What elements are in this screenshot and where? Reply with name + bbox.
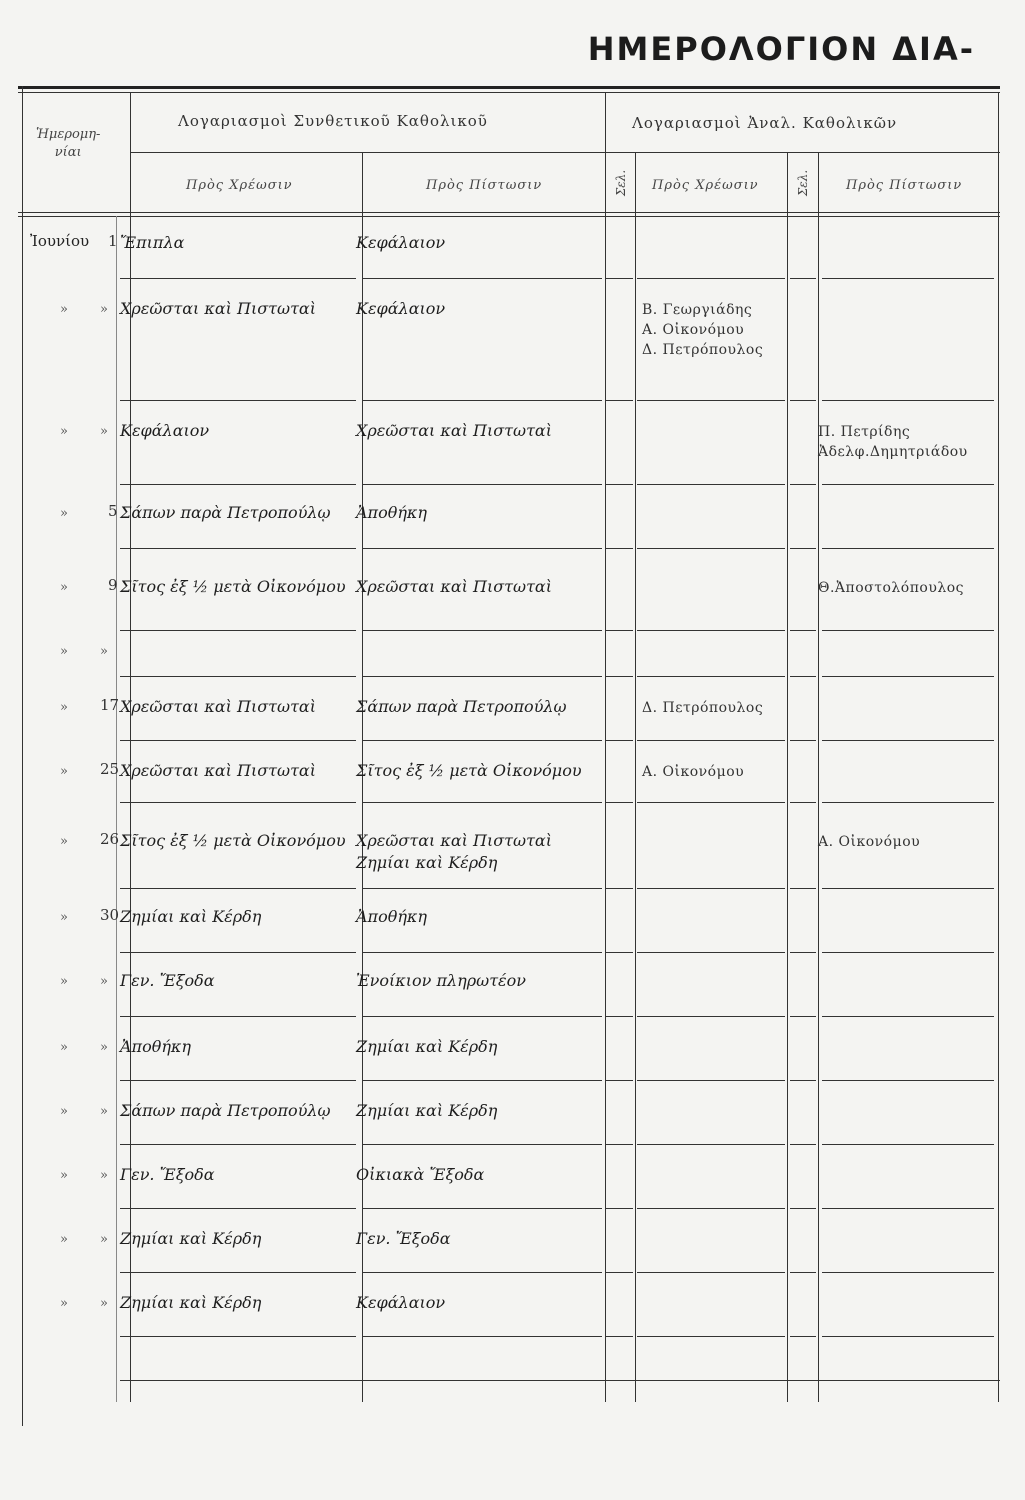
row-rule-analytic-debit <box>637 1144 785 1145</box>
row-rule-page <box>605 400 633 401</box>
header-bottom-rule-2 <box>18 216 1000 217</box>
row-rule-analytic-debit <box>637 548 785 549</box>
row-rule-analytic-credit <box>822 676 994 677</box>
analytic-debit-header: Πρὸς Χρέωσιν <box>652 178 759 193</box>
row-rule-page <box>605 952 633 953</box>
table-bottom-rule <box>120 1380 1000 1381</box>
row-rule-analytic-credit <box>822 400 994 401</box>
row-rule-debit <box>120 740 356 741</box>
row-rule-analytic-credit <box>822 1016 994 1017</box>
row-month: » <box>60 1296 68 1311</box>
row-rule-analytic-credit <box>822 278 994 279</box>
row-credit-account: Σάπων παρὰ Πετροπούλῳ <box>356 697 567 716</box>
row-day: » <box>100 1168 108 1183</box>
row-rule-credit <box>362 1144 602 1145</box>
row-day: » <box>100 1104 108 1119</box>
row-month: » <box>60 302 68 317</box>
row-rule-debit <box>120 802 356 803</box>
row-debit-account: Ἔπιπλα <box>120 233 185 252</box>
row-rule-page-2 <box>790 1080 816 1081</box>
row-rule-page <box>605 1080 633 1081</box>
row-rule-page <box>605 548 633 549</box>
row-rule-analytic-debit <box>637 484 785 485</box>
row-rule-debit <box>120 278 356 279</box>
row-debit-account: Σῖτος ἐξ ½ μετὰ Οἰκονόμου <box>120 831 346 850</box>
row-rule-credit <box>362 630 602 631</box>
date-col-border <box>130 92 131 1402</box>
row-credit-account: Ἀποθήκη <box>356 907 427 926</box>
row-rule-page <box>605 1272 633 1273</box>
row-debit-account: Χρεῶσται καὶ Πιστωταὶ <box>120 697 316 716</box>
row-debit-account: Ἀποθήκη <box>120 1037 191 1056</box>
row-debit-account: Σάπων παρὰ Πετροπούλῳ <box>120 503 331 522</box>
row-rule-page-2 <box>790 548 816 549</box>
row-analytic-debit: Β. Γεωργιάδης Α. Οἰκονόμου Δ. Πετρόπουλος <box>642 302 764 358</box>
row-rule-analytic-debit <box>637 952 785 953</box>
row-credit-account: Χρεῶσται καὶ Πιστωταὶ <box>356 577 552 596</box>
row-month: » <box>60 644 68 659</box>
row-day: 5 <box>108 502 118 520</box>
row-rule-analytic-debit <box>637 740 785 741</box>
row-day: » <box>100 302 108 317</box>
row-rule-analytic-debit <box>637 802 785 803</box>
row-rule-page <box>605 1336 633 1337</box>
row-day: 26 <box>100 830 120 848</box>
row-month: » <box>60 1104 68 1119</box>
row-debit-account: Γεν. Ἔξοδα <box>120 971 215 990</box>
row-rule-analytic-credit <box>822 1144 994 1145</box>
row-rule-page-2 <box>790 1208 816 1209</box>
row-rule-debit <box>120 676 356 677</box>
row-rule-page <box>605 888 633 889</box>
table-top-rule-thin <box>18 92 1000 93</box>
day-col-border <box>116 216 117 1402</box>
row-rule-page-2 <box>790 676 816 677</box>
row-rule-credit <box>362 1080 602 1081</box>
row-debit-account: Σῖτος ἐξ ½ μετὰ Οἰκονόμου <box>120 577 346 596</box>
row-rule-page <box>605 484 633 485</box>
row-rule-analytic-credit <box>822 888 994 889</box>
row-rule-credit <box>362 888 602 889</box>
row-day: » <box>100 424 108 439</box>
row-rule-page-2 <box>790 740 816 741</box>
header-bottom-rule <box>18 212 1000 213</box>
row-rule-page-2 <box>790 630 816 631</box>
row-debit-account: Ζημίαι καὶ Κέρδη <box>120 907 262 926</box>
row-rule-page-2 <box>790 1272 816 1273</box>
row-rule-analytic-debit <box>637 888 785 889</box>
date-column-header: Ἡμερομη- νίαι <box>36 127 101 160</box>
row-day: » <box>100 1232 108 1247</box>
row-debit-account: Σάπων παρὰ Πετροπούλῳ <box>120 1101 331 1120</box>
row-day: 30 <box>100 906 120 924</box>
row-day: 9 <box>108 576 118 594</box>
table-left-border <box>22 86 23 1426</box>
row-rule-page-2 <box>790 952 816 953</box>
row-rule-analytic-debit <box>637 1208 785 1209</box>
row-rule-analytic-debit <box>637 1272 785 1273</box>
row-month: » <box>60 910 68 925</box>
row-rule-page-2 <box>790 1336 816 1337</box>
row-rule-debit <box>120 1208 356 1209</box>
analytic-ledger-header: Λογαριασμοὶ Ἀναλ. Καθολικῶν <box>632 114 898 132</box>
row-credit-account: Σῖτος ἐξ ½ μετὰ Οἰκονόμου <box>356 761 582 780</box>
row-rule-credit <box>362 278 602 279</box>
row-debit-account: Χρεῶσται καὶ Πιστωταὶ <box>120 761 316 780</box>
row-rule-page <box>605 278 633 279</box>
row-rule-debit <box>120 952 356 953</box>
row-month: » <box>60 424 68 439</box>
row-debit-account: Ζημίαι καὶ Κέρδη <box>120 1229 262 1248</box>
table-right-border <box>998 92 999 1402</box>
row-rule-page-2 <box>790 484 816 485</box>
row-rule-debit <box>120 548 356 549</box>
row-month: » <box>60 580 68 595</box>
row-month: » <box>60 700 68 715</box>
row-rule-page <box>605 1016 633 1017</box>
row-rule-debit <box>120 400 356 401</box>
row-month: Ἰουνίου <box>30 232 90 250</box>
row-rule-analytic-debit <box>637 1336 785 1337</box>
row-rule-page-2 <box>790 1016 816 1017</box>
page-column-header-2: Σελ. <box>796 169 810 197</box>
row-credit-account: Οἰκιακὰ Ἔξοδα <box>356 1165 485 1184</box>
row-credit-account: Κεφάλαιον <box>356 233 446 252</box>
row-analytic-credit: Π. Πετρίδης Ἀδελφ.Δημητριάδου <box>818 424 968 460</box>
row-credit-account: Γεν. Ἔξοδα <box>356 1229 451 1248</box>
row-month: » <box>60 834 68 849</box>
row-credit-account: Ἐνοίκιον πληρωτέον <box>356 971 526 990</box>
row-rule-page <box>605 1208 633 1209</box>
row-rule-debit <box>120 630 356 631</box>
row-credit-account: Ζημίαι καὶ Κέρδη <box>356 1037 498 1056</box>
row-debit-account: Γεν. Ἔξοδα <box>120 1165 215 1184</box>
row-rule-page <box>605 676 633 677</box>
synthetic-ledger-header: Λογαριασμοὶ Συνθετικοῦ Καθολικοῦ <box>178 112 488 130</box>
row-day: » <box>100 1040 108 1055</box>
row-rule-analytic-debit <box>637 1080 785 1081</box>
page-col-2-border <box>818 152 819 1402</box>
row-rule-analytic-debit <box>637 1016 785 1017</box>
row-day: 17 <box>100 696 120 714</box>
row-credit-account: Ἀποθήκη <box>356 503 427 522</box>
row-rule-credit <box>362 1272 602 1273</box>
row-rule-debit <box>120 1336 356 1337</box>
row-rule-analytic-credit <box>822 484 994 485</box>
row-day: » <box>100 644 108 659</box>
row-month: » <box>60 764 68 779</box>
row-rule-analytic-credit <box>822 1080 994 1081</box>
row-rule-analytic-credit <box>822 740 994 741</box>
row-analytic-debit: Δ. Πετρόπουλος <box>642 700 764 716</box>
row-rule-page-2 <box>790 802 816 803</box>
row-rule-page <box>605 802 633 803</box>
row-credit-account: Κεφάλαιον <box>356 299 446 318</box>
row-day: » <box>100 974 108 989</box>
group-header-rule <box>130 152 1000 153</box>
row-day: 25 <box>100 760 120 778</box>
page-title: ΗΜΕΡΟΛΟΓΙΟΝ ΔΙΑ- <box>587 30 975 68</box>
row-debit-account: Κεφάλαιον <box>120 421 210 440</box>
row-rule-debit <box>120 888 356 889</box>
row-rule-debit <box>120 1016 356 1017</box>
row-rule-credit <box>362 740 602 741</box>
row-rule-page-2 <box>790 400 816 401</box>
row-debit-account: Χρεῶσται καὶ Πιστωταὶ <box>120 299 316 318</box>
row-month: » <box>60 1040 68 1055</box>
row-rule-analytic-credit <box>822 1272 994 1273</box>
row-rule-debit <box>120 1080 356 1081</box>
row-rule-credit <box>362 1336 602 1337</box>
row-rule-credit <box>362 1208 602 1209</box>
page-column-header: Σελ. <box>614 169 628 197</box>
row-rule-analytic-credit <box>822 630 994 631</box>
row-rule-analytic-debit <box>637 278 785 279</box>
row-debit-account: Ζημίαι καὶ Κέρδη <box>120 1293 262 1312</box>
synthetic-credit-header: Πρὸς Πίστωσιν <box>426 178 543 193</box>
row-month: » <box>60 1232 68 1247</box>
row-month: » <box>60 974 68 989</box>
row-rule-analytic-credit <box>822 1336 994 1337</box>
row-analytic-credit: Α. Οἰκονόμου <box>818 834 921 850</box>
row-rule-debit <box>120 484 356 485</box>
row-rule-analytic-credit <box>822 952 994 953</box>
row-rule-credit <box>362 484 602 485</box>
row-rule-page <box>605 630 633 631</box>
analytic-credit-header: Πρὸς Πίστωσιν <box>846 178 963 193</box>
row-rule-page <box>605 1144 633 1145</box>
row-day: 1 <box>108 232 118 250</box>
row-analytic-debit: Α. Οἰκονόμου <box>642 764 745 780</box>
row-rule-credit <box>362 400 602 401</box>
row-rule-debit <box>120 1272 356 1273</box>
synthetic-debit-header: Πρὸς Χρέωσιν <box>186 178 293 193</box>
row-rule-credit <box>362 548 602 549</box>
row-rule-page-2 <box>790 888 816 889</box>
row-credit-account: Χρεῶσται καὶ Πιστωταὶ Ζημίαι καὶ Κέρδη <box>356 831 552 872</box>
row-rule-analytic-debit <box>637 630 785 631</box>
row-month: » <box>60 506 68 521</box>
row-rule-analytic-credit <box>822 1208 994 1209</box>
table-top-rule <box>18 86 1000 89</box>
row-rule-debit <box>120 1144 356 1145</box>
row-rule-analytic-debit <box>637 676 785 677</box>
row-analytic-credit: Θ.Ἀποστολόπουλος <box>818 580 964 596</box>
row-credit-account: Ζημίαι καὶ Κέρδη <box>356 1101 498 1120</box>
row-credit-account: Κεφάλαιον <box>356 1293 446 1312</box>
row-rule-credit <box>362 802 602 803</box>
analytic-debit-col-border <box>787 152 788 1402</box>
row-day: » <box>100 1296 108 1311</box>
row-month: » <box>60 1168 68 1183</box>
page-col-border <box>635 152 636 1402</box>
group-col-border <box>605 92 606 1402</box>
row-rule-credit <box>362 952 602 953</box>
row-rule-analytic-debit <box>637 400 785 401</box>
row-rule-page-2 <box>790 278 816 279</box>
row-rule-credit <box>362 676 602 677</box>
row-rule-credit <box>362 1016 602 1017</box>
row-rule-page <box>605 740 633 741</box>
row-rule-analytic-credit <box>822 548 994 549</box>
row-rule-analytic-credit <box>822 802 994 803</box>
row-credit-account: Χρεῶσται καὶ Πιστωταὶ <box>356 421 552 440</box>
row-rule-page-2 <box>790 1144 816 1145</box>
